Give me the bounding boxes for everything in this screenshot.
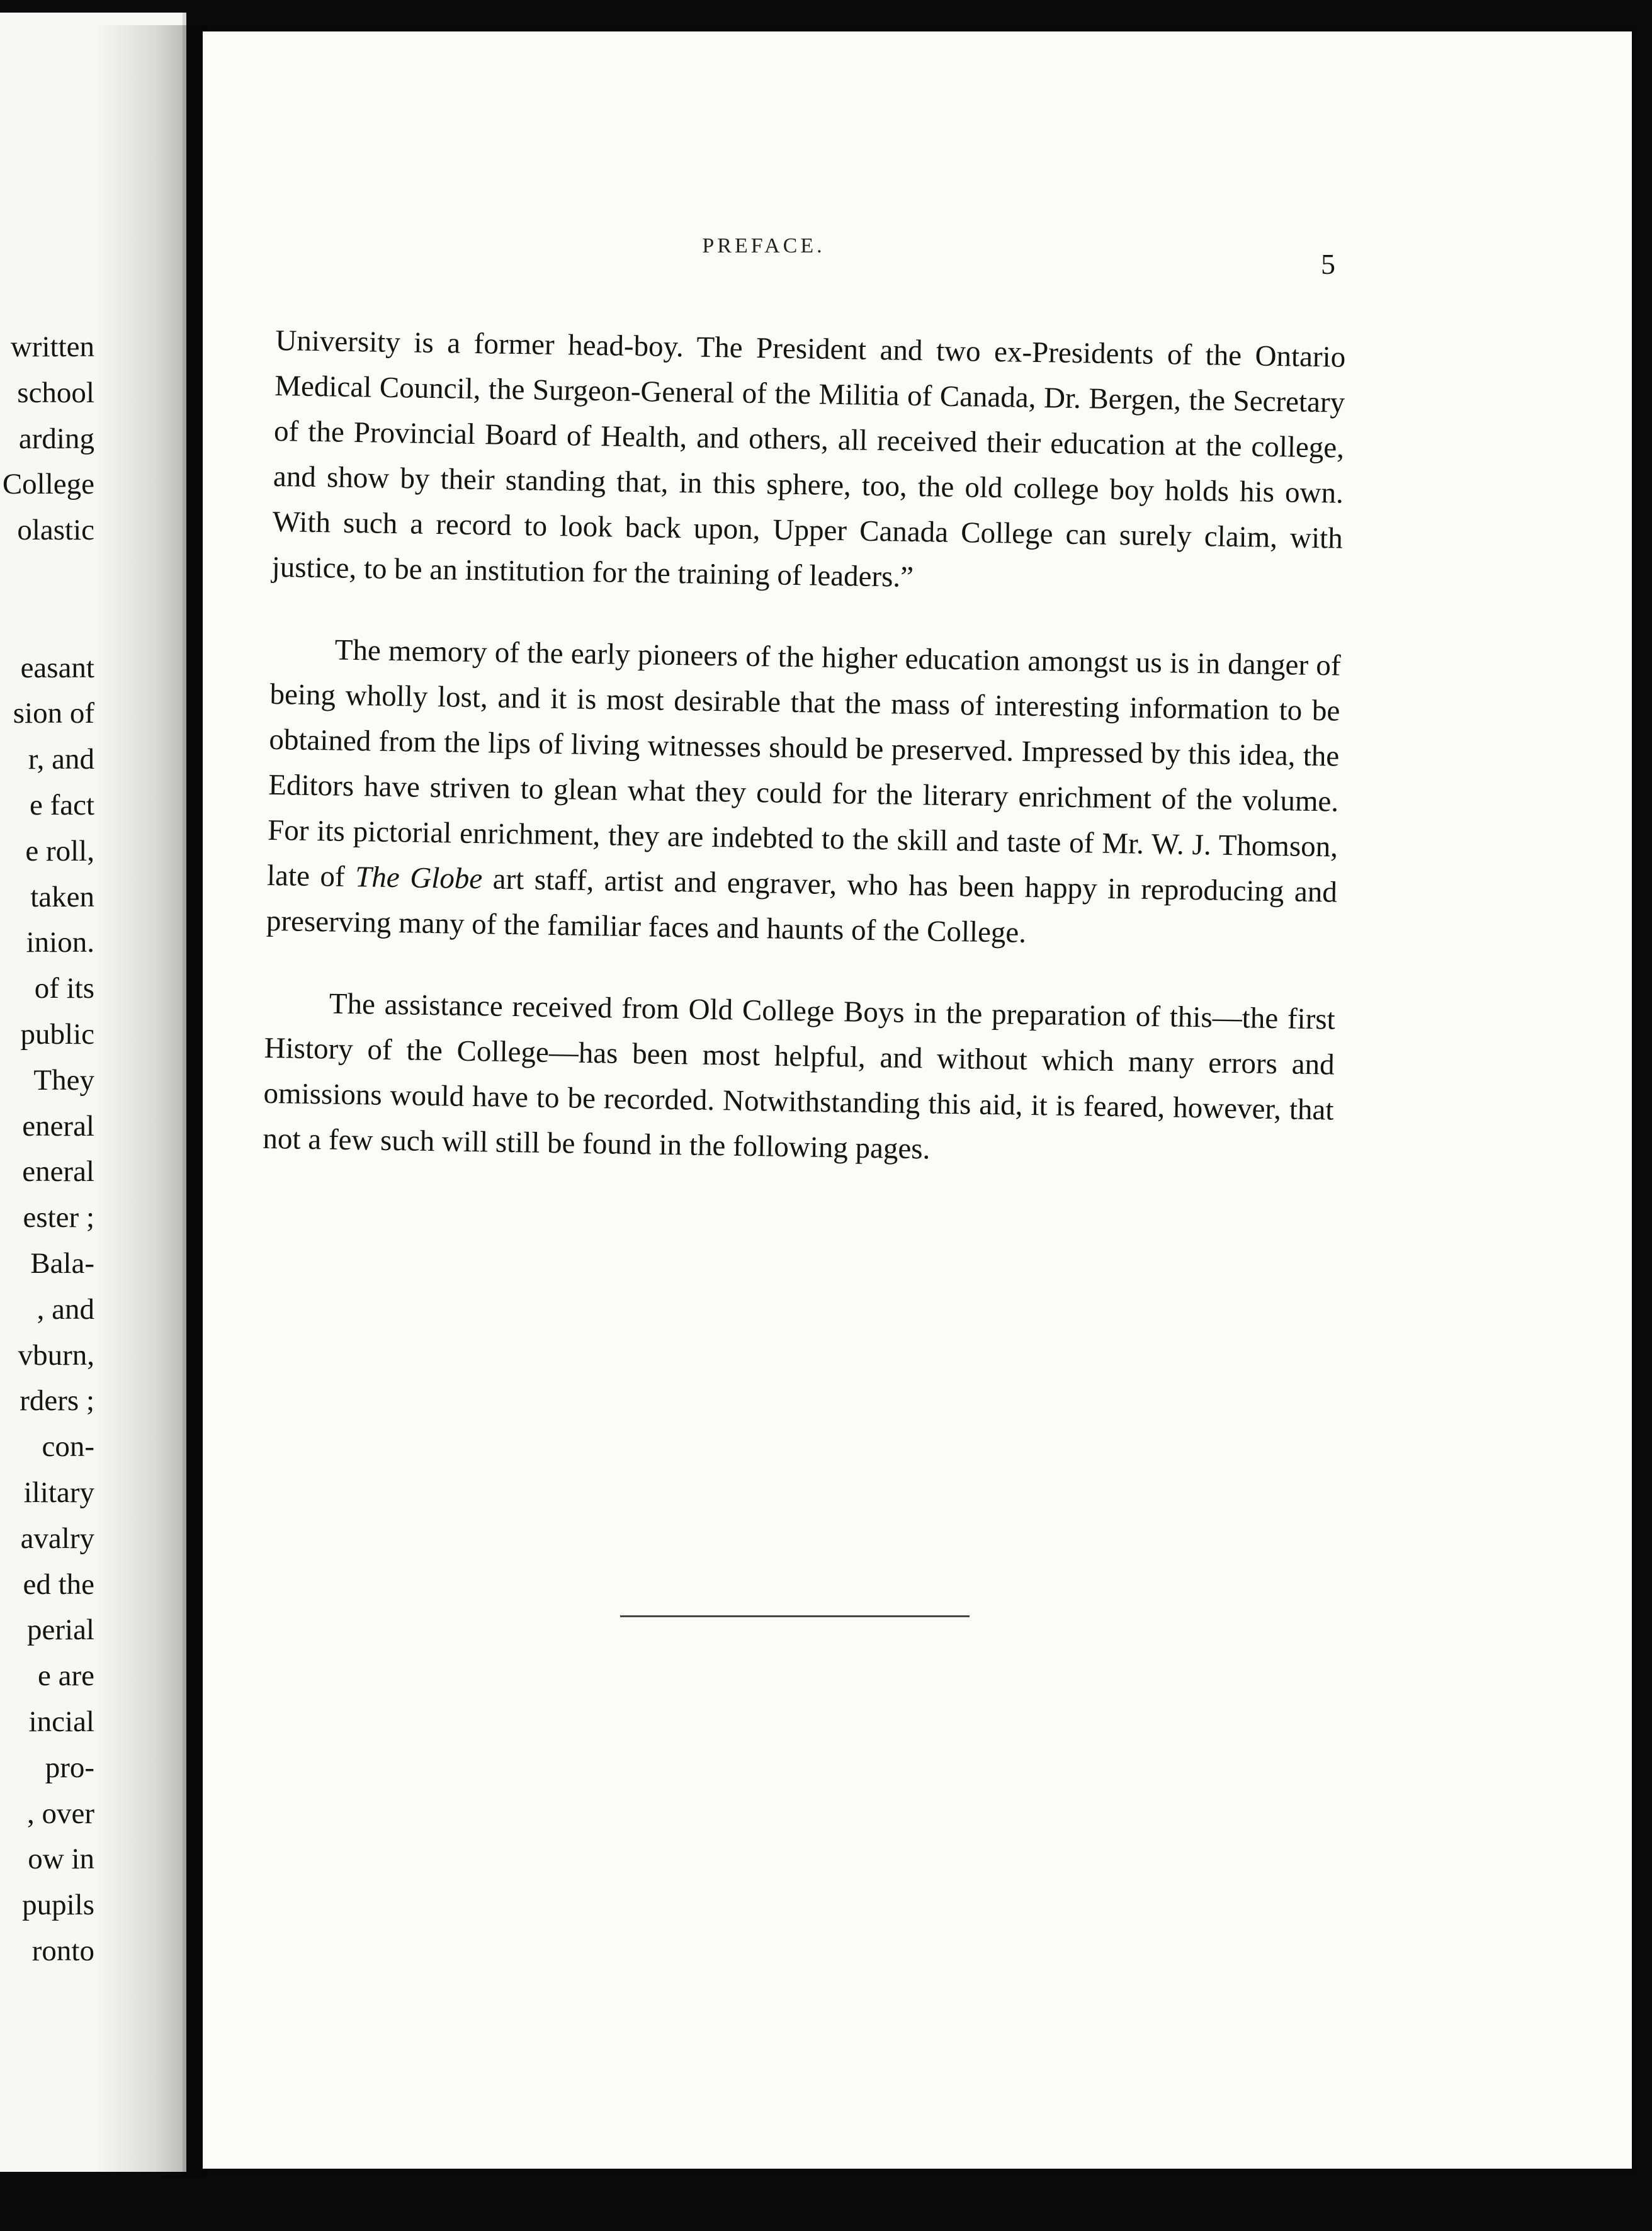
left-page-line: , and bbox=[37, 1292, 94, 1326]
left-page-line: olastic bbox=[17, 514, 94, 547]
left-page-line: public bbox=[20, 1017, 94, 1051]
left-page-line: arding bbox=[18, 422, 94, 455]
left-page-line: eneral bbox=[22, 1109, 94, 1143]
left-page-line: sion of bbox=[13, 697, 94, 730]
left-page-line: e roll, bbox=[25, 834, 94, 867]
left-page-line bbox=[3, 599, 94, 645]
paragraph-assistance: The assistance received from Old College Boys in the preparation of this—the first History of the College—has been most helpful, and without which many errors and omissions would have to be recorded. Notwithstanding this aid, it is feared, however, that not a few such will still be found in the following pages. bbox=[263, 987, 1336, 1166]
left-page-line: school bbox=[17, 376, 94, 409]
left-page-line: ilitary bbox=[23, 1476, 94, 1509]
left-page-line: pupils bbox=[22, 1889, 94, 1922]
paragraph-memory-text-1: The memory of the early pioneers of the higher education amongst us is in danger of being wholly lost, and it is most desirable that the mass of interesting information to be obtained from the lips of living witnesses should be preserved. Impressed by this idea, the Editors have striven to glean what they could for the literary enrichment of the volume. For its pictorial enrichment, they are indebted to the skill and taste of Mr. W. J. Thomson, late of bbox=[266, 633, 1341, 894]
left-page-line: Bala- bbox=[30, 1246, 94, 1280]
left-page-line: eneral bbox=[22, 1155, 94, 1189]
left-page-line: r, and bbox=[28, 743, 94, 776]
book-gutter-shadow bbox=[94, 25, 208, 2178]
left-page-line: ow in bbox=[28, 1843, 94, 1876]
left-page-line: avalry bbox=[20, 1522, 94, 1555]
left-page-line bbox=[3, 553, 94, 599]
left-page-line: e fact bbox=[29, 788, 94, 822]
left-page-line: College bbox=[2, 468, 94, 501]
paragraph-memory bbox=[266, 626, 1341, 961]
left-page-line: ronto bbox=[31, 1934, 94, 1967]
left-page-line: , over bbox=[26, 1797, 94, 1830]
section-end-rule bbox=[620, 1615, 970, 1617]
left-page-line: con- bbox=[42, 1430, 94, 1464]
paragraph-continuation: University is a former head-boy. The President and two ex-Presidents of the Ontario Medical Council, the Surgeon-General of the Militia of Canada, Dr. Bergen, the Secretary of the Provincial Board of Health, and others, all received their education at the college, and show by their standing that, in this sphere, too, the old college boy holds his own. With such a record to look back upon, Upper Canada College can surely claim, with justice, to be an institution for the training of leaders.” bbox=[271, 324, 1346, 594]
left-page-line: ed the bbox=[23, 1567, 94, 1601]
body-text bbox=[262, 318, 1346, 1215]
paragraph-memory-text-2: art staff, artist and engraver, who has been happy in reproducing and preserving many of the familiar faces and haunts of the College. bbox=[266, 862, 1338, 949]
left-page-line: taken bbox=[30, 880, 94, 913]
left-page-line: pro- bbox=[45, 1751, 94, 1784]
left-page-line: ester ; bbox=[23, 1201, 94, 1234]
left-page-line: They bbox=[33, 1063, 94, 1097]
left-page-line: rders ; bbox=[20, 1384, 94, 1418]
page-number: 5 bbox=[1321, 248, 1335, 280]
left-page-line: written bbox=[10, 330, 94, 363]
running-head: PREFACE. bbox=[702, 234, 825, 257]
left-page-line: perial bbox=[27, 1613, 94, 1647]
left-page-line: of its bbox=[34, 972, 94, 1005]
left-page-text-column bbox=[3, 324, 94, 1974]
left-page-line: e are bbox=[38, 1659, 94, 1693]
left-page-line: vburn, bbox=[18, 1338, 94, 1372]
left-page-line: incial bbox=[28, 1705, 94, 1738]
left-page-line: easant bbox=[20, 651, 94, 684]
left-page-line: inion. bbox=[26, 926, 94, 959]
newspaper-title: The Globe bbox=[354, 861, 483, 896]
